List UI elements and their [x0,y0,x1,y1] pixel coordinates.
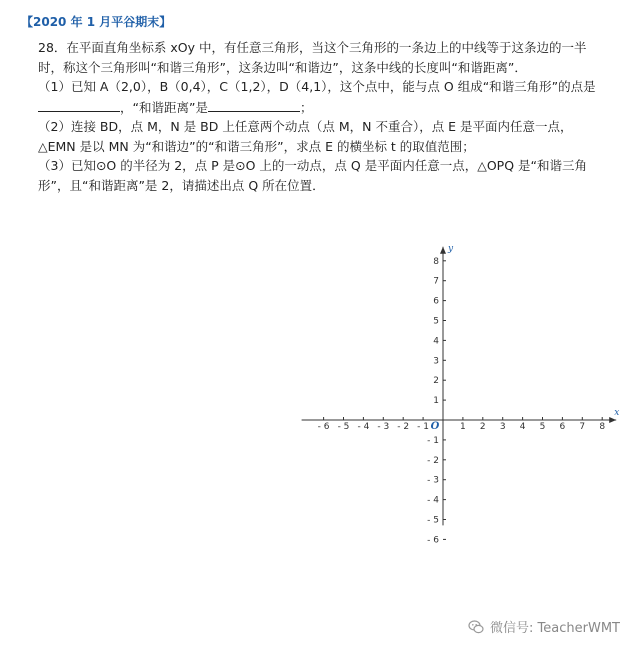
y-tick-label: 7 [433,276,439,287]
x-tick-label: 2 [479,422,486,432]
y-tick-label: 1 [433,396,439,407]
origin-label: O [430,421,440,432]
x-tick-label: - 3 [377,422,390,432]
question-2: （2）连接 BD，点 M，N 是 BD 上任意两个动点（点 M，N 不重合），点 E 是平面内任意一点，△EMN 是以 MN 为“和谐边”的“和谐三角形”，求点 E 的横坐标 t 的取值范围； [38,119,573,154]
y-tick-label: 2 [433,376,439,387]
question-1-part-c: ； [299,99,313,115]
y-tick-label: - 4 [427,495,439,506]
y-tick-label: 8 [433,256,439,267]
y-tick-label: - 3 [427,475,439,486]
y-tick-label: - 2 [427,455,439,466]
watermark [468,617,620,636]
question-3: （3）已知⊙O 的半径为 2，点 P 是⊙O 上的一动点，点 Q 是平面内任意一点，△OPQ 是“和谐三角形”，且“和谐距离”是 2，请描述出点 Q 所在位置． [38,158,588,193]
y-axis-arrow [440,247,446,254]
x-tick-label: 5 [539,422,546,432]
y-tick-label: 3 [433,356,439,367]
x-tick-label: 1 [460,422,466,432]
y-tick-label: - 1 [427,435,439,446]
source-header: 【2020 年 1 月平谷期末】 [21,15,172,29]
x-tick-label: - 2 [397,422,410,432]
x-tick-label: - 4 [357,422,370,432]
y-tick-label: 5 [433,316,439,327]
x-tick-label: 6 [559,422,566,432]
x-tick-label: - 6 [317,422,330,432]
question-1-part-b: ，“和谐距离”是 [120,99,208,115]
x-tick-label: 4 [519,422,526,432]
y-tick-label: - 6 [427,535,439,546]
y-axis-label: y [448,243,454,254]
watermark-text: 微信号: TeacherWMT [490,621,620,636]
question-1-part-a: （1）已知 A（2,0），B（0,4），C（1,2），D（4,1），这个点中，能与点 O 组成“和谐三角形”的点是 [38,79,596,94]
x-tick-label: 3 [499,422,506,432]
x-tick-label: - 5 [337,422,350,432]
x-tick-label: - 1 [417,422,430,432]
x-axis-label: x [614,408,620,418]
x-tick-label: 7 [579,422,586,432]
x-tick-label: 8 [599,422,606,432]
y-tick-label: - 5 [427,515,439,526]
y-tick-label: 6 [433,296,439,307]
problem-intro: 28．在平面直角坐标系 xOy 中，有任意三角形，当这个三角形的一条边上的中线等于这条边的一半时，称这个三角形叫“和谐三角形”，这条边叫“和谐边”，这条中线的长度叫“和谐距离”． [38,40,587,75]
wechat-icon [468,619,484,635]
y-tick-label: 4 [433,336,439,347]
